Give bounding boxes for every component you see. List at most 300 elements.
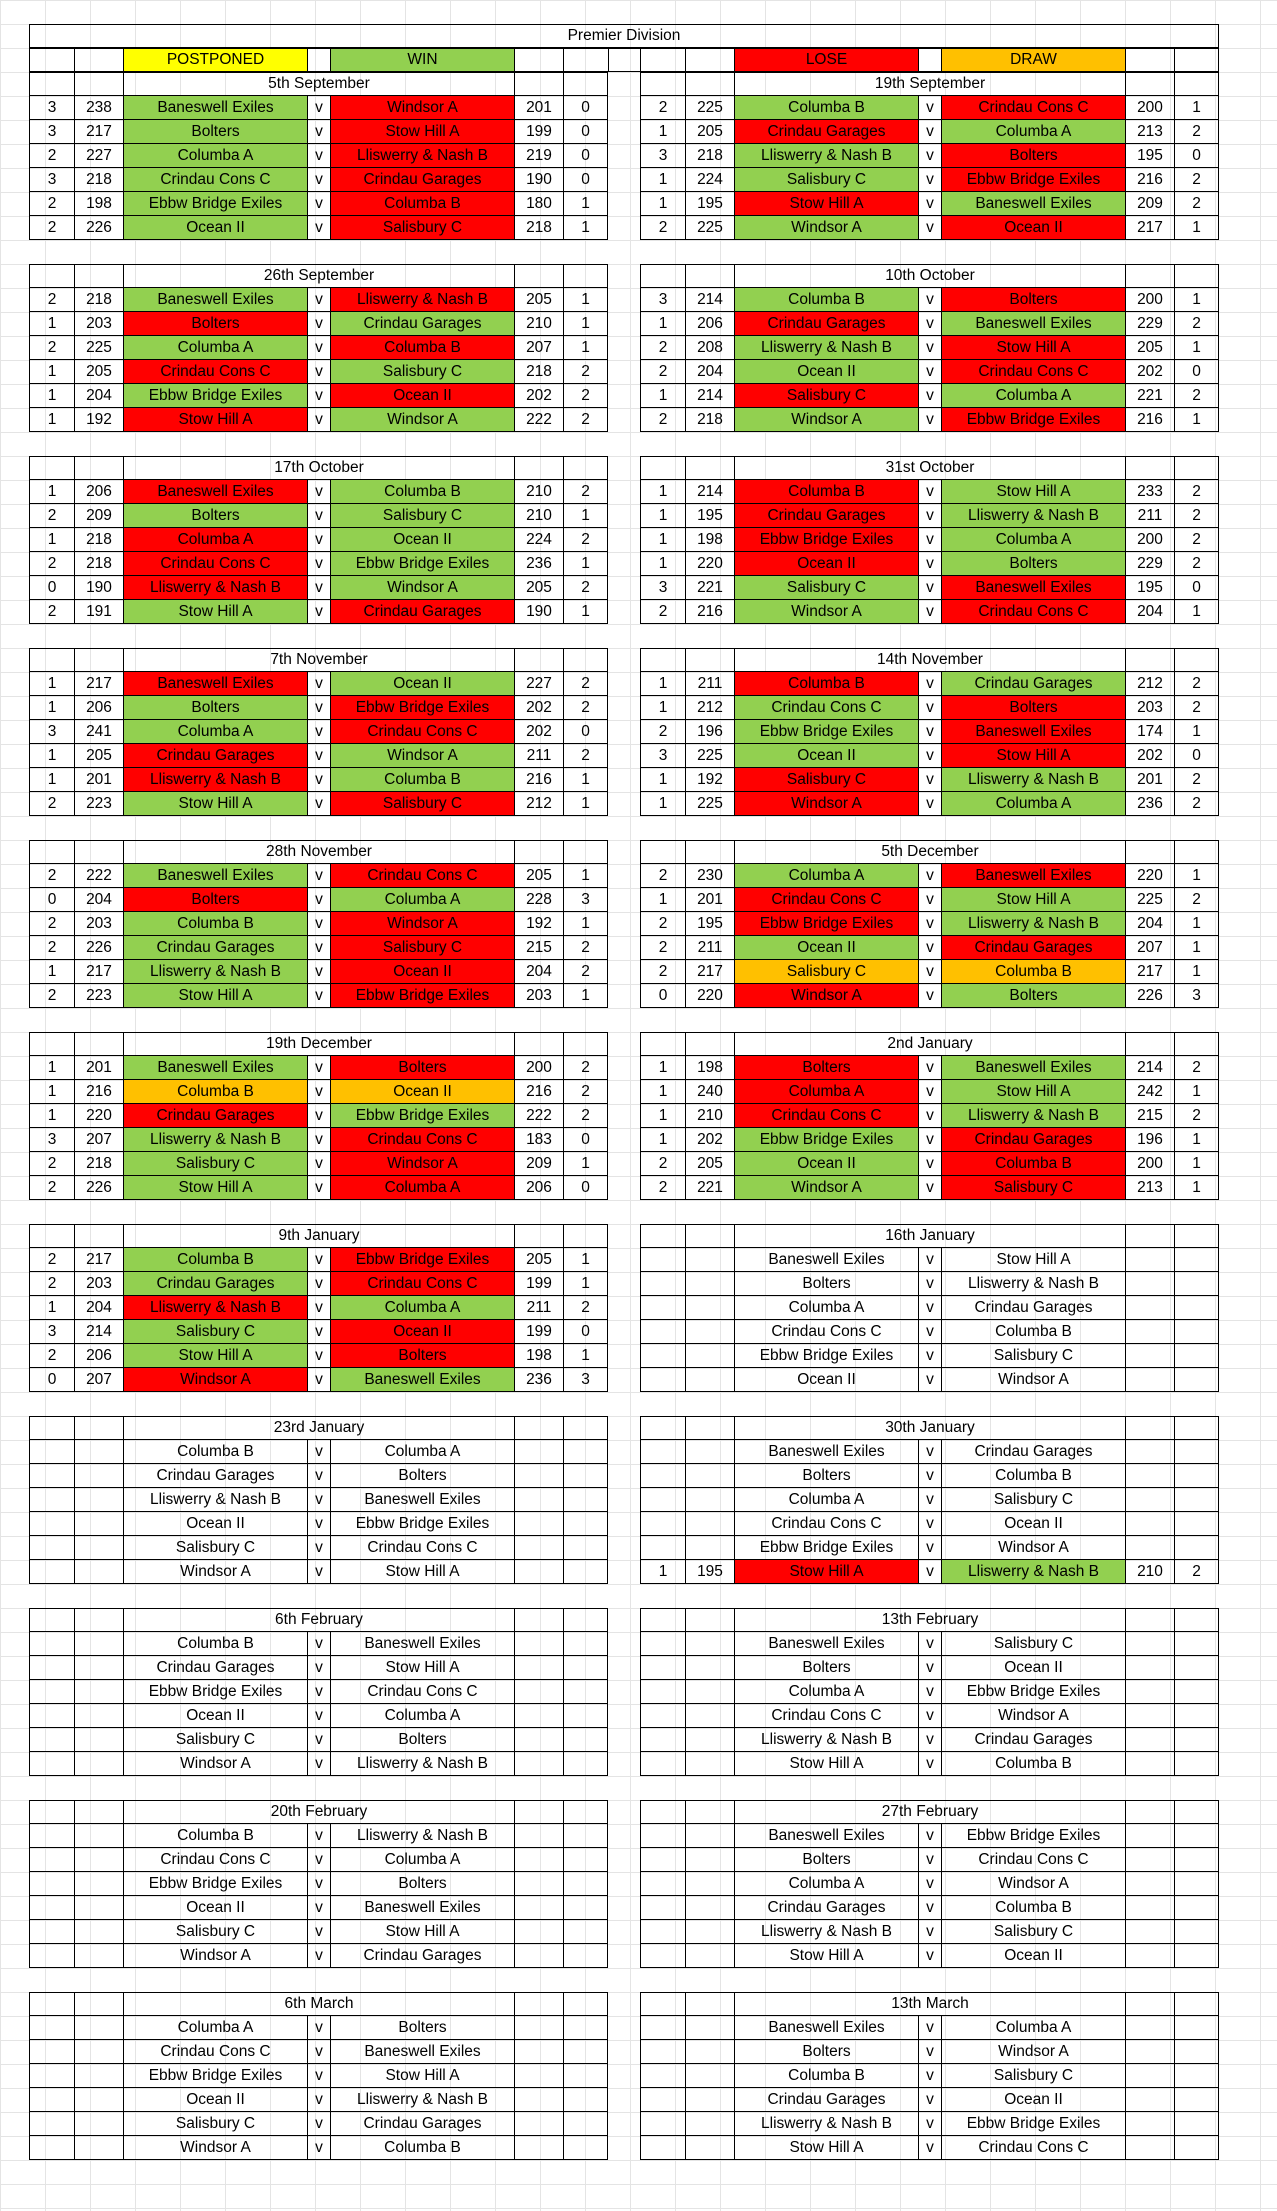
home-score: 195 bbox=[685, 912, 734, 936]
away-points bbox=[1174, 1920, 1219, 1944]
versus-label: v bbox=[918, 1152, 941, 1176]
away-team: Windsor A bbox=[941, 1872, 1125, 1896]
away-points bbox=[563, 1440, 608, 1464]
versus-label: v bbox=[918, 360, 941, 384]
home-score: 230 bbox=[685, 864, 734, 888]
home-team: Windsor A bbox=[734, 216, 918, 240]
header-blank-cell bbox=[514, 1032, 563, 1056]
home-team: Salisbury C bbox=[734, 384, 918, 408]
home-points: 2 bbox=[29, 192, 74, 216]
home-team: Ebbw Bridge Exiles bbox=[123, 384, 307, 408]
home-score: 195 bbox=[685, 504, 734, 528]
home-score bbox=[685, 1680, 734, 1704]
away-score: 210 bbox=[514, 480, 563, 504]
home-score: 204 bbox=[74, 1296, 123, 1320]
away-team: Salisbury C bbox=[941, 1488, 1125, 1512]
home-points bbox=[640, 2040, 685, 2064]
home-score: 238 bbox=[74, 96, 123, 120]
away-score: 211 bbox=[514, 744, 563, 768]
header-blank-cell bbox=[1125, 456, 1174, 480]
away-points bbox=[563, 1872, 608, 1896]
legend-blank-cell bbox=[685, 48, 734, 72]
away-score: 200 bbox=[514, 1056, 563, 1080]
home-points bbox=[29, 1920, 74, 1944]
versus-label: v bbox=[918, 912, 941, 936]
home-team: Crindau Cons C bbox=[123, 360, 307, 384]
home-points bbox=[29, 2064, 74, 2088]
home-score: 205 bbox=[74, 744, 123, 768]
home-team: Crindau Cons C bbox=[734, 1704, 918, 1728]
away-score bbox=[514, 1704, 563, 1728]
home-team: Columba B bbox=[123, 1632, 307, 1656]
home-team: Salisbury C bbox=[123, 2112, 307, 2136]
home-score bbox=[685, 2136, 734, 2160]
away-team: Stow Hill A bbox=[330, 1656, 514, 1680]
home-points: 0 bbox=[29, 888, 74, 912]
away-score bbox=[1125, 1680, 1174, 1704]
home-team: Crindau Garages bbox=[123, 1104, 307, 1128]
away-score bbox=[1125, 1464, 1174, 1488]
home-team: Windsor A bbox=[123, 1368, 307, 1392]
away-points: 2 bbox=[1174, 768, 1219, 792]
away-points bbox=[1174, 1728, 1219, 1752]
away-score: 204 bbox=[1125, 600, 1174, 624]
header-blank-cell bbox=[1174, 72, 1219, 96]
home-points: 2 bbox=[640, 960, 685, 984]
versus-label: v bbox=[307, 96, 330, 120]
away-score: 202 bbox=[514, 384, 563, 408]
header-blank-cell bbox=[74, 264, 123, 288]
home-points bbox=[29, 1848, 74, 1872]
home-score: 218 bbox=[685, 144, 734, 168]
versus-label: v bbox=[307, 768, 330, 792]
versus-label: v bbox=[918, 1848, 941, 1872]
away-points: 1 bbox=[1174, 288, 1219, 312]
away-score bbox=[514, 1824, 563, 1848]
home-points bbox=[640, 1344, 685, 1368]
away-score: 219 bbox=[514, 144, 563, 168]
away-points: 1 bbox=[563, 336, 608, 360]
home-team: Baneswell Exiles bbox=[123, 480, 307, 504]
home-points bbox=[29, 1656, 74, 1680]
home-team: Bolters bbox=[734, 1056, 918, 1080]
versus-label: v bbox=[918, 2064, 941, 2088]
home-score: 203 bbox=[74, 312, 123, 336]
home-points bbox=[29, 2112, 74, 2136]
away-team: Salisbury C bbox=[941, 1344, 1125, 1368]
away-team: Baneswell Exiles bbox=[330, 1896, 514, 1920]
header-blank-cell bbox=[1125, 1608, 1174, 1632]
away-points: 1 bbox=[563, 912, 608, 936]
home-points bbox=[640, 2136, 685, 2160]
versus-label: v bbox=[307, 864, 330, 888]
header-blank-cell bbox=[640, 264, 685, 288]
away-team: Bolters bbox=[330, 1872, 514, 1896]
away-team: Baneswell Exiles bbox=[941, 192, 1125, 216]
away-score: 203 bbox=[514, 984, 563, 1008]
away-points: 1 bbox=[563, 504, 608, 528]
away-score: 212 bbox=[514, 792, 563, 816]
home-score: 209 bbox=[74, 504, 123, 528]
home-points: 2 bbox=[29, 288, 74, 312]
home-team: Stow Hill A bbox=[734, 1944, 918, 1968]
away-team: Salisbury C bbox=[330, 936, 514, 960]
away-points bbox=[563, 1560, 608, 1584]
away-team: Columba B bbox=[330, 336, 514, 360]
away-score: 242 bbox=[1125, 1080, 1174, 1104]
home-points: 1 bbox=[640, 120, 685, 144]
away-points: 0 bbox=[563, 1128, 608, 1152]
versus-label: v bbox=[307, 120, 330, 144]
away-team: Ebbw Bridge Exiles bbox=[330, 1248, 514, 1272]
away-score: 200 bbox=[1125, 288, 1174, 312]
home-points bbox=[640, 1824, 685, 1848]
home-score: 223 bbox=[74, 792, 123, 816]
away-points: 2 bbox=[563, 1056, 608, 1080]
versus-label: v bbox=[307, 504, 330, 528]
home-score bbox=[685, 1872, 734, 1896]
away-score: 225 bbox=[1125, 888, 1174, 912]
away-points: 2 bbox=[563, 480, 608, 504]
home-points bbox=[640, 2112, 685, 2136]
away-score: 212 bbox=[1125, 672, 1174, 696]
away-team: Bolters bbox=[941, 984, 1125, 1008]
home-points bbox=[29, 1440, 74, 1464]
home-score bbox=[685, 1320, 734, 1344]
home-score: 225 bbox=[685, 216, 734, 240]
versus-label: v bbox=[918, 1176, 941, 1200]
home-team: Ebbw Bridge Exiles bbox=[734, 1536, 918, 1560]
away-team: Windsor A bbox=[941, 1536, 1125, 1560]
away-team: Crindau Cons C bbox=[941, 2136, 1125, 2160]
away-team: Crindau Cons C bbox=[330, 1680, 514, 1704]
away-points: 1 bbox=[1174, 720, 1219, 744]
away-team: Columba A bbox=[330, 1440, 514, 1464]
home-points: 2 bbox=[29, 936, 74, 960]
away-score: 207 bbox=[1125, 936, 1174, 960]
away-score: 226 bbox=[1125, 984, 1174, 1008]
home-points: 1 bbox=[29, 1080, 74, 1104]
away-points: 1 bbox=[563, 216, 608, 240]
versus-label: v bbox=[307, 1944, 330, 1968]
header-blank-cell bbox=[514, 648, 563, 672]
away-points bbox=[563, 1632, 608, 1656]
home-points: 2 bbox=[640, 720, 685, 744]
header-blank-cell bbox=[1174, 1032, 1219, 1056]
away-points: 1 bbox=[563, 600, 608, 624]
home-points: 3 bbox=[640, 576, 685, 600]
away-points: 2 bbox=[1174, 792, 1219, 816]
away-team: Columba A bbox=[330, 1704, 514, 1728]
versus-label: v bbox=[918, 1728, 941, 1752]
away-points: 2 bbox=[563, 1080, 608, 1104]
away-score bbox=[514, 2088, 563, 2112]
away-score bbox=[1125, 2064, 1174, 2088]
away-points: 1 bbox=[1174, 216, 1219, 240]
header-blank-cell bbox=[685, 1992, 734, 2016]
away-team: Columba B bbox=[941, 1896, 1125, 1920]
home-team: Baneswell Exiles bbox=[123, 1056, 307, 1080]
home-score bbox=[685, 1488, 734, 1512]
home-score bbox=[74, 1536, 123, 1560]
away-score bbox=[1125, 1272, 1174, 1296]
away-team: Lliswerry & Nash B bbox=[330, 2088, 514, 2112]
away-team: Columba B bbox=[330, 480, 514, 504]
away-score: 201 bbox=[514, 96, 563, 120]
legend-blank-cell bbox=[563, 48, 608, 72]
home-score: 203 bbox=[74, 912, 123, 936]
home-score: 214 bbox=[74, 1320, 123, 1344]
away-points: 1 bbox=[1174, 1128, 1219, 1152]
away-score bbox=[514, 2064, 563, 2088]
home-team: Columba B bbox=[123, 912, 307, 936]
header-blank-cell bbox=[563, 1224, 608, 1248]
versus-label: v bbox=[307, 2088, 330, 2112]
away-score: 204 bbox=[514, 960, 563, 984]
home-score: 203 bbox=[74, 1272, 123, 1296]
home-team: Ocean II bbox=[734, 936, 918, 960]
versus-label: v bbox=[307, 1104, 330, 1128]
away-score: 200 bbox=[1125, 528, 1174, 552]
header-blank-cell bbox=[563, 648, 608, 672]
away-team: Bolters bbox=[941, 288, 1125, 312]
away-team: Ebbw Bridge Exiles bbox=[330, 552, 514, 576]
header-blank-cell bbox=[514, 456, 563, 480]
away-score: 200 bbox=[1125, 1152, 1174, 1176]
versus-label: v bbox=[307, 1896, 330, 1920]
home-points bbox=[640, 1296, 685, 1320]
round-date: 13th March bbox=[734, 1992, 1125, 2016]
away-points: 2 bbox=[1174, 696, 1219, 720]
versus-label: v bbox=[918, 1680, 941, 1704]
away-points bbox=[563, 1752, 608, 1776]
home-score bbox=[685, 2064, 734, 2088]
away-points: 0 bbox=[563, 720, 608, 744]
home-team: Ebbw Bridge Exiles bbox=[734, 912, 918, 936]
away-points bbox=[563, 1824, 608, 1848]
home-score bbox=[74, 2040, 123, 2064]
away-team: Lliswerry & Nash B bbox=[941, 504, 1125, 528]
away-score bbox=[1125, 1944, 1174, 1968]
legend-blank-cell bbox=[1125, 48, 1174, 72]
away-team: Baneswell Exiles bbox=[941, 1056, 1125, 1080]
away-points: 0 bbox=[1174, 144, 1219, 168]
versus-label: v bbox=[918, 528, 941, 552]
away-points bbox=[1174, 1848, 1219, 1872]
legend-blank-cell bbox=[29, 48, 74, 72]
home-points bbox=[29, 2136, 74, 2160]
away-score bbox=[1125, 1824, 1174, 1848]
home-score bbox=[685, 1896, 734, 1920]
home-points: 3 bbox=[640, 744, 685, 768]
versus-label: v bbox=[918, 1656, 941, 1680]
versus-label: v bbox=[307, 792, 330, 816]
away-team: Lliswerry & Nash B bbox=[330, 144, 514, 168]
away-score bbox=[514, 1872, 563, 1896]
away-team: Ocean II bbox=[330, 960, 514, 984]
home-team: Salisbury C bbox=[123, 1920, 307, 1944]
home-score bbox=[685, 1464, 734, 1488]
away-points: 0 bbox=[1174, 360, 1219, 384]
away-points: 1 bbox=[1174, 600, 1219, 624]
versus-label: v bbox=[918, 1440, 941, 1464]
away-team: Bolters bbox=[941, 696, 1125, 720]
home-points: 2 bbox=[640, 864, 685, 888]
away-score: 218 bbox=[514, 216, 563, 240]
home-team: Windsor A bbox=[123, 2136, 307, 2160]
home-score: 226 bbox=[74, 1176, 123, 1200]
home-points bbox=[29, 1872, 74, 1896]
away-points: 2 bbox=[563, 1296, 608, 1320]
home-score bbox=[74, 2112, 123, 2136]
away-score bbox=[1125, 2136, 1174, 2160]
away-team: Crindau Cons C bbox=[330, 1272, 514, 1296]
home-points: 3 bbox=[29, 1320, 74, 1344]
away-team: Ocean II bbox=[941, 1656, 1125, 1680]
header-blank-cell bbox=[29, 1992, 74, 2016]
versus-label: v bbox=[918, 1272, 941, 1296]
versus-label: v bbox=[307, 600, 330, 624]
home-points: 3 bbox=[29, 120, 74, 144]
home-score: 217 bbox=[74, 120, 123, 144]
header-blank-cell bbox=[29, 264, 74, 288]
away-points bbox=[1174, 1272, 1219, 1296]
away-team: Columba A bbox=[941, 528, 1125, 552]
away-score bbox=[1125, 1656, 1174, 1680]
away-team: Ebbw Bridge Exiles bbox=[941, 408, 1125, 432]
away-team: Stow Hill A bbox=[330, 1560, 514, 1584]
home-team: Salisbury C bbox=[734, 168, 918, 192]
legend-lose: LOSE bbox=[734, 48, 918, 72]
away-team: Stow Hill A bbox=[330, 120, 514, 144]
home-points: 2 bbox=[29, 984, 74, 1008]
away-team: Columba B bbox=[941, 1752, 1125, 1776]
home-points: 1 bbox=[640, 888, 685, 912]
away-score: 216 bbox=[514, 768, 563, 792]
away-points bbox=[1174, 1896, 1219, 1920]
home-team: Bolters bbox=[734, 1272, 918, 1296]
home-score bbox=[685, 1512, 734, 1536]
home-score bbox=[685, 1944, 734, 1968]
home-team: Baneswell Exiles bbox=[734, 1248, 918, 1272]
home-score bbox=[74, 1872, 123, 1896]
away-score: 204 bbox=[1125, 912, 1174, 936]
away-team: Crindau Garages bbox=[941, 1728, 1125, 1752]
away-team: Columba A bbox=[330, 1176, 514, 1200]
home-team: Stow Hill A bbox=[123, 1176, 307, 1200]
round-date: 2nd January bbox=[734, 1032, 1125, 1056]
home-score bbox=[685, 1728, 734, 1752]
away-score: 206 bbox=[514, 1176, 563, 1200]
home-score: 196 bbox=[685, 720, 734, 744]
away-score: 222 bbox=[514, 1104, 563, 1128]
home-points bbox=[640, 1272, 685, 1296]
home-score: 221 bbox=[685, 1176, 734, 1200]
header-blank-cell bbox=[640, 456, 685, 480]
home-score bbox=[685, 2088, 734, 2112]
home-score: 211 bbox=[685, 936, 734, 960]
home-score: 210 bbox=[685, 1104, 734, 1128]
round-date: 6th March bbox=[123, 1992, 514, 2016]
home-team: Lliswerry & Nash B bbox=[734, 144, 918, 168]
versus-label: v bbox=[307, 984, 330, 1008]
home-points: 1 bbox=[640, 1104, 685, 1128]
versus-label: v bbox=[307, 1128, 330, 1152]
away-team: Salisbury C bbox=[941, 2064, 1125, 2088]
home-score: 225 bbox=[685, 744, 734, 768]
away-score: 216 bbox=[1125, 408, 1174, 432]
away-team: Crindau Cons C bbox=[941, 1848, 1125, 1872]
versus-label: v bbox=[307, 696, 330, 720]
home-score bbox=[74, 1440, 123, 1464]
versus-label: v bbox=[918, 552, 941, 576]
versus-label: v bbox=[307, 672, 330, 696]
away-team: Lliswerry & Nash B bbox=[330, 1824, 514, 1848]
away-team: Columba A bbox=[941, 2016, 1125, 2040]
home-points: 1 bbox=[29, 360, 74, 384]
home-points: 2 bbox=[29, 600, 74, 624]
versus-label: v bbox=[307, 1728, 330, 1752]
home-points: 2 bbox=[29, 1344, 74, 1368]
home-score bbox=[74, 2088, 123, 2112]
header-blank-cell bbox=[1125, 1032, 1174, 1056]
away-score bbox=[514, 1848, 563, 1872]
away-score bbox=[1125, 1368, 1174, 1392]
versus-label: v bbox=[307, 960, 330, 984]
away-score: 233 bbox=[1125, 480, 1174, 504]
away-points bbox=[1174, 1344, 1219, 1368]
away-points bbox=[1174, 1488, 1219, 1512]
away-points: 2 bbox=[563, 936, 608, 960]
round-date: 19th September bbox=[734, 72, 1125, 96]
home-points bbox=[640, 1872, 685, 1896]
home-points: 1 bbox=[29, 768, 74, 792]
away-team: Crindau Cons C bbox=[330, 1128, 514, 1152]
home-score: 201 bbox=[74, 1056, 123, 1080]
away-team: Ocean II bbox=[330, 384, 514, 408]
away-score: 210 bbox=[514, 504, 563, 528]
away-score: 205 bbox=[514, 576, 563, 600]
versus-label: v bbox=[307, 1632, 330, 1656]
away-score bbox=[1125, 1320, 1174, 1344]
away-score bbox=[1125, 1704, 1174, 1728]
away-score bbox=[1125, 1440, 1174, 1464]
away-score: 217 bbox=[1125, 216, 1174, 240]
home-score bbox=[74, 1824, 123, 1848]
home-score: 206 bbox=[74, 1344, 123, 1368]
home-score bbox=[74, 1680, 123, 1704]
header-blank-cell bbox=[563, 264, 608, 288]
away-team: Ebbw Bridge Exiles bbox=[941, 2112, 1125, 2136]
home-team: Stow Hill A bbox=[123, 408, 307, 432]
away-team: Crindau Garages bbox=[330, 1944, 514, 1968]
home-team: Stow Hill A bbox=[123, 792, 307, 816]
away-points bbox=[563, 2040, 608, 2064]
home-team: Ocean II bbox=[123, 2088, 307, 2112]
away-team: Ocean II bbox=[330, 1320, 514, 1344]
home-team: Baneswell Exiles bbox=[734, 1440, 918, 1464]
home-score bbox=[685, 1920, 734, 1944]
away-team: Crindau Garages bbox=[330, 2112, 514, 2136]
home-team: Crindau Garages bbox=[734, 2088, 918, 2112]
home-team: Crindau Cons C bbox=[123, 168, 307, 192]
versus-label: v bbox=[918, 576, 941, 600]
home-score: 202 bbox=[685, 1128, 734, 1152]
home-points: 1 bbox=[29, 1056, 74, 1080]
away-points: 1 bbox=[563, 864, 608, 888]
home-points bbox=[640, 1464, 685, 1488]
away-score: 210 bbox=[514, 312, 563, 336]
